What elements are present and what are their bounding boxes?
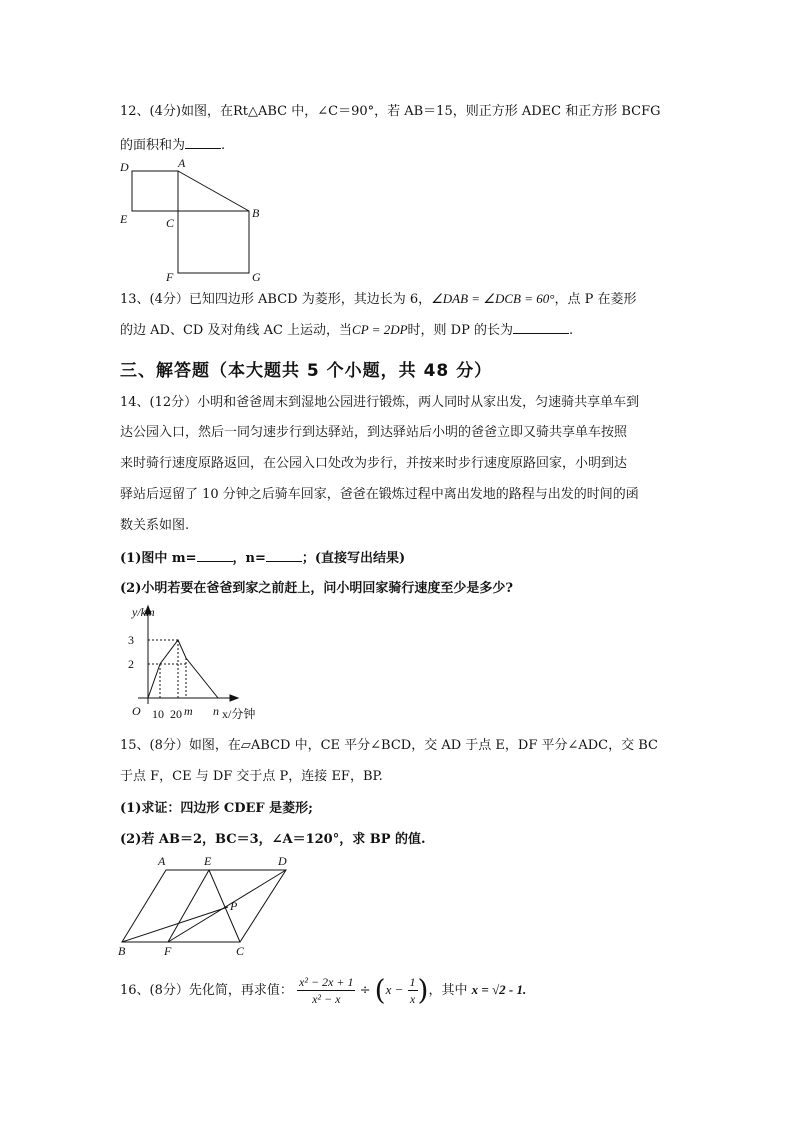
q15-sub1: (1)求证：四边形 CDEF 是菱形; (120, 801, 313, 816)
square-adec (132, 171, 178, 211)
label-A: A (178, 156, 186, 170)
x-tick-m: m (184, 704, 193, 718)
q13-line2-a: 的边 AD、CD 及对角线 AC 上运动，当 (120, 323, 353, 338)
section-heading: 三、解答题（本大题共 5 个小题，共 48 分） (120, 361, 493, 381)
x-tick-20: 20 (170, 707, 182, 721)
label-C: C (236, 944, 245, 958)
q13-line1-a: 13、(4分）已知四边形 ABCD 为菱形，其边长为 6， (120, 292, 432, 307)
q13-line2-b: 时，则 DP 的长为 (407, 323, 513, 338)
segment-bp (122, 907, 228, 942)
answer-blank-m (197, 548, 233, 562)
q16-prefix: 16、(8分）先化简，再求值： (120, 983, 293, 998)
label-D: D (278, 854, 287, 868)
square-bcfg (178, 211, 249, 273)
q13-line2 (120, 320, 573, 341)
q12-line2-end: . (221, 138, 226, 153)
q12-line2 (120, 135, 225, 156)
q14-sub1-b: ，n= (232, 551, 266, 566)
q16-inner-denominator: x (409, 992, 416, 1006)
q13-line2-end: . (568, 323, 574, 338)
q16-inner-x: x − (385, 982, 404, 997)
q14-line5: 数关系如图. (120, 518, 190, 533)
answer-blank-n (266, 548, 302, 562)
q14-line2: 达公园入口，然后一同匀速步行到达驿站，到达驿站后小明的爸爸立即又骑共享单车按照 (120, 425, 628, 440)
label-G: G (252, 270, 261, 284)
origin-label: O (132, 704, 141, 718)
left-paren: ( (374, 973, 386, 1007)
label-F: F (166, 270, 174, 284)
q16-line (120, 970, 526, 1014)
x-tick-n: n (213, 704, 219, 718)
q12-line2-text: 的面积和为 (120, 138, 186, 153)
distance-curve (148, 640, 218, 698)
segment-df (168, 870, 286, 942)
q12-line1: 12、(4分)如图，在Rt△ABC 中，∠C＝90°，若 AB＝15，则正方形 ADEC 和正方形 BCFG (120, 104, 661, 119)
label-E: E (204, 854, 212, 868)
label-F: F (164, 944, 172, 958)
answer-blank (185, 135, 221, 149)
q12-figure (112, 155, 272, 285)
q14-line3: 来时骑行速度原路返回，在公园入口处改为步行，并按来时步行速度原路回家，小明到达 (120, 456, 628, 471)
answer-blank (513, 320, 569, 334)
x-axis-label: x/分钟 (222, 707, 256, 721)
x-tick-10: 10 (152, 707, 164, 721)
right-paren: ) (417, 973, 429, 1007)
q14-line4: 驿站后逗留了 10 分钟之后骑车回家，爸爸在锻炼过程中离出发地的路程与出发的时间的函 (120, 487, 639, 502)
x-axis-arrow (230, 695, 238, 701)
q13-angle-condition: ∠DAB = ∠DCB = 60° (431, 291, 555, 306)
q15-line1: 15、(8分）如图，在▱ABCD 中，CE 平分∠BCD，交 AD 于点 E，DF 平分∠ADC，交 BC (120, 738, 658, 753)
q16-denominator: x² − x (312, 992, 341, 1006)
q16-inner-numerator: 1 (409, 975, 416, 989)
q14-sub1-a: (1)图中 m= (120, 551, 197, 566)
q15-sub2: (2)若 AB＝2，BC＝3，∠A＝120°，求 BP 的值. (120, 832, 426, 847)
q14-graph (112, 602, 272, 724)
q15-line2: 于点 F，CE 与 DF 交于点 P，连接 EF，BP. (120, 769, 383, 784)
parallelogram-abcd (122, 870, 286, 942)
q15-figure (112, 852, 302, 960)
q16-suffix: ，其中 (428, 983, 468, 998)
q13-line1-b: ，点 P 在菱形 (554, 292, 637, 307)
label-A: A (158, 854, 166, 868)
q13-cp-condition: CP = 2DP (352, 322, 408, 337)
hypotenuse-ab (178, 171, 249, 211)
y-tick-2: 2 (128, 657, 134, 671)
q16-divide: ÷ (359, 983, 371, 998)
label-P: P (230, 899, 238, 913)
label-B: B (252, 206, 260, 220)
segment-ef (168, 870, 209, 942)
q14-sub1-c: ；(直接写出结果) (301, 551, 406, 566)
q16-condition: x = √2 - 1. (471, 982, 527, 997)
label-D: D (120, 160, 129, 174)
q14-line1: 14、(12分）小明和爸爸周末到湿地公园进行锻炼，两人同时从家出发，匀速骑共享单车到 (120, 395, 640, 410)
y-tick-3: 3 (128, 633, 134, 647)
label-B: B (118, 944, 126, 958)
q14-sub1 (120, 548, 405, 569)
label-C: C (166, 216, 175, 230)
y-axis-label: y/km (132, 605, 155, 619)
q14-sub2: (2)小明若要在爸爸到家之前赶上，问小明回家骑行速度至少是多少? (120, 581, 513, 596)
q16-inner-fraction (408, 974, 418, 1007)
label-E: E (120, 212, 128, 226)
q16-numerator: x² − 2x + 1 (299, 975, 354, 989)
q13-line1 (120, 289, 636, 310)
q16-fraction (297, 974, 355, 1007)
